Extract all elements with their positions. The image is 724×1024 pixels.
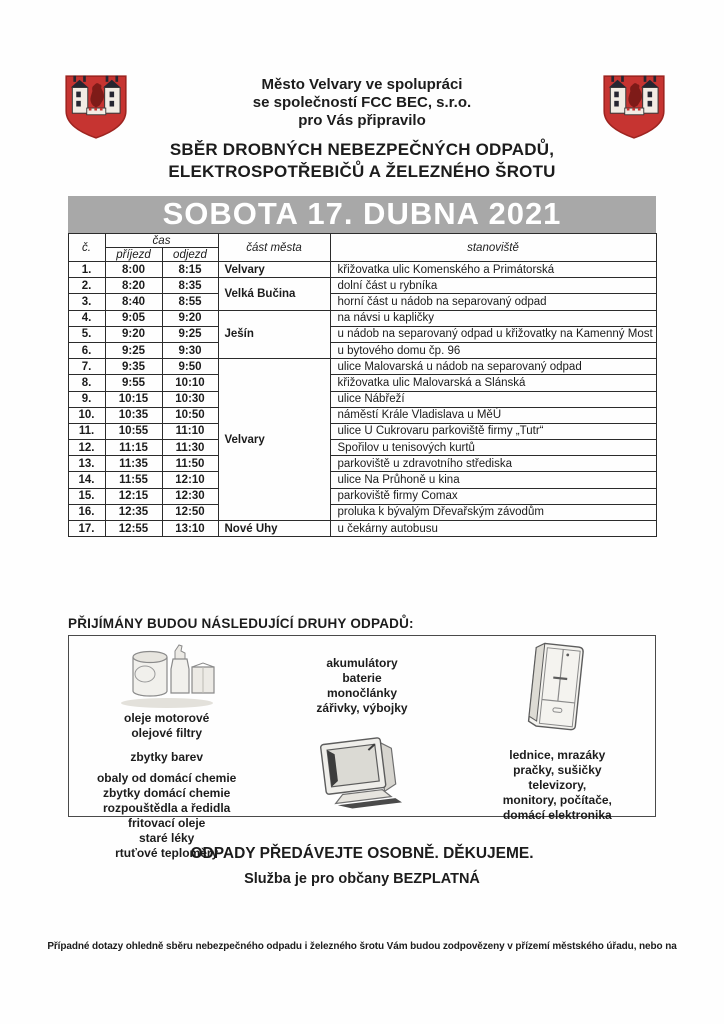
table-row <box>68 375 656 391</box>
depart-time: 9:20 <box>162 310 218 326</box>
arrive-time: 8:40 <box>105 294 162 310</box>
arrive-time: 10:35 <box>105 407 162 423</box>
chemical-containers-icon <box>69 636 264 711</box>
col-header-time: čas <box>105 234 218 248</box>
station-cell: parkoviště firmy Comax <box>330 488 656 504</box>
depart-time: 9:30 <box>162 342 218 358</box>
table-row <box>68 294 656 310</box>
table-row <box>68 278 656 294</box>
waste-item: baterie <box>342 671 382 686</box>
district-cell: Nové Uhy <box>218 521 330 537</box>
row-number: 2. <box>68 278 105 294</box>
station-cell: Spořilov u tenisových kurtů <box>330 440 656 456</box>
waste-item: monitory, počítače, <box>502 793 612 808</box>
row-number: 12. <box>68 440 105 456</box>
col-header-district: část města <box>218 234 330 262</box>
free-service-notice: Služba je pro občany BEZPLATNÁ <box>244 871 480 888</box>
arrive-time: 11:35 <box>105 456 162 472</box>
waste-column-middle <box>264 636 459 816</box>
table-row <box>68 359 656 375</box>
arrive-time: 9:20 <box>105 326 162 342</box>
waste-item: obaly od domácí chemie <box>96 771 237 786</box>
station-cell: náměstí Krále Vladislava u MěÚ <box>330 407 656 423</box>
arrive-time: 9:05 <box>105 310 162 326</box>
row-number: 5. <box>68 326 105 342</box>
arrive-time: 10:15 <box>105 391 162 407</box>
waste-section-heading: PŘIJÍMÁNY BUDOU NÁSLEDUJÍCÍ DRUHY ODPADŮ: <box>68 616 414 632</box>
handover-notice: ODPADY PŘEDÁVEJTE OSOBNĚ. DĚKUJEME. <box>190 845 534 863</box>
district-cell: Ješín <box>218 310 330 359</box>
arrive-time: 9:55 <box>105 375 162 391</box>
table-row <box>68 326 656 342</box>
station-cell: u čekárny autobusu <box>330 521 656 537</box>
waste-item: pračky, sušičky <box>513 763 602 778</box>
depart-time: 12:50 <box>162 504 218 520</box>
depart-time: 9:25 <box>162 326 218 342</box>
table-row <box>68 262 656 278</box>
district-cell: Velvary <box>218 359 330 521</box>
depart-time: 8:15 <box>162 262 218 278</box>
station-cell: ulice U Cukrovaru parkoviště firmy „Tutr“ <box>330 423 656 439</box>
table-row <box>68 472 656 488</box>
depart-time: 10:50 <box>162 407 218 423</box>
arrive-time: 11:15 <box>105 440 162 456</box>
row-number: 1. <box>68 262 105 278</box>
row-number: 7. <box>68 359 105 375</box>
row-number: 15. <box>68 488 105 504</box>
row-number: 4. <box>68 310 105 326</box>
row-number: 9. <box>68 391 105 407</box>
waste-item: staré léky <box>138 831 195 846</box>
table-row <box>68 407 656 423</box>
velvary-coat-of-arms-icon <box>600 70 668 142</box>
table-row <box>68 456 656 472</box>
depart-time: 11:10 <box>162 423 218 439</box>
row-number: 16. <box>68 504 105 520</box>
row-number: 6. <box>68 342 105 358</box>
station-cell: horní část u nádob na separovaný odpad <box>330 294 656 310</box>
col-header-arrive: příjezd <box>105 248 162 262</box>
station-cell: u bytového domu čp. 96 <box>330 342 656 358</box>
district-cell: Velká Bučina <box>218 278 330 310</box>
waste-item: televizory, <box>528 778 587 793</box>
arrive-time: 8:20 <box>105 278 162 294</box>
schedule-table <box>68 233 657 537</box>
arrive-time: 8:00 <box>105 262 162 278</box>
arrive-time: 11:55 <box>105 472 162 488</box>
table-row <box>68 310 656 326</box>
refrigerator-icon <box>460 636 655 740</box>
station-cell: u nádob na separovaný odpad u křižovatky na Kamenný Most <box>330 326 656 342</box>
waste-column-left <box>69 636 264 861</box>
station-cell: na návsi u kapličky <box>330 310 656 326</box>
row-number: 3. <box>68 294 105 310</box>
depart-time: 8:55 <box>162 294 218 310</box>
row-number: 11. <box>68 423 105 439</box>
waste-item: zbytky domácí chemie <box>102 786 231 801</box>
waste-item: rtuťové teploměry <box>115 846 219 861</box>
velvary-coat-of-arms-icon <box>62 70 130 142</box>
waste-item: zářivky, výbojky <box>316 701 408 716</box>
row-number: 8. <box>68 375 105 391</box>
organizer-line: se společností FCC BEC, s.r.o. <box>252 94 472 111</box>
arrive-time: 10:55 <box>105 423 162 439</box>
table-header-row <box>68 234 656 248</box>
station-cell: ulice Malovarská u nádob na separovaný odpad <box>330 359 656 375</box>
depart-time: 10:10 <box>162 375 218 391</box>
depart-time: 11:50 <box>162 456 218 472</box>
table-row <box>68 342 656 358</box>
table-row <box>68 423 656 439</box>
waste-item: akumulátory <box>326 656 398 671</box>
row-number: 13. <box>68 456 105 472</box>
waste-item: rozpouštědla a ředidla <box>102 801 231 816</box>
depart-time: 10:30 <box>162 391 218 407</box>
station-cell: dolní část u rybníka <box>330 278 656 294</box>
crt-monitor-icon <box>264 734 459 810</box>
waste-item: domácí elektronika <box>502 808 612 823</box>
table-row <box>68 488 656 504</box>
depart-time: 8:35 <box>162 278 218 294</box>
station-cell: ulice Nábřeží <box>330 391 656 407</box>
station-cell: parkoviště u zdravotního střediska <box>330 456 656 472</box>
station-cell: křižovatka ulic Malovarská a Slánská <box>330 375 656 391</box>
table-row <box>68 391 656 407</box>
col-header-station: stanoviště <box>330 234 656 262</box>
arrive-time: 9:25 <box>105 342 162 358</box>
waste-item: monočlánky <box>326 686 397 701</box>
page-title-line: ELEKTROSPOTŘEBIČŮ A ŽELEZNÉHO ŠROTU <box>168 162 556 181</box>
arrive-time: 9:35 <box>105 359 162 375</box>
contact-small-print: Případné dotazy ohledně sběru nebezpečného odpadu i železného šrotu Vám budou zodpovězeny v přízemí městského úřadu, nebo na <box>47 941 677 952</box>
station-cell: křižovatka ulic Komenského a Primátorská <box>330 262 656 278</box>
col-header-number: č. <box>68 234 105 262</box>
depart-time: 9:50 <box>162 359 218 375</box>
arrive-time: 12:55 <box>105 521 162 537</box>
table-row <box>68 521 656 537</box>
row-number: 14. <box>68 472 105 488</box>
depart-time: 13:10 <box>162 521 218 537</box>
depart-time: 12:30 <box>162 488 218 504</box>
page-title <box>0 139 724 183</box>
row-number: 10. <box>68 407 105 423</box>
arrive-time: 12:35 <box>105 504 162 520</box>
waste-item: fritovací oleje <box>127 816 206 831</box>
district-cell: Velvary <box>218 262 330 278</box>
date-banner: SOBOTA 17. DUBNA 2021 <box>68 196 656 233</box>
waste-item: olejové filtry <box>131 726 202 741</box>
station-cell: ulice Na Průhoně u kina <box>330 472 656 488</box>
depart-time: 12:10 <box>162 472 218 488</box>
station-cell: proluka k bývalým Dřevařským závodům <box>330 504 656 520</box>
table-row <box>68 504 656 520</box>
organizer-line: pro Vás připravilo <box>298 112 426 129</box>
page-title-line: SBĚR DROBNÝCH NEBEZPEČNÝCH ODPADŮ, <box>169 140 555 159</box>
waste-item: lednice, mrazáky <box>509 748 606 763</box>
depart-time: 11:30 <box>162 440 218 456</box>
table-row <box>68 440 656 456</box>
row-number: 17. <box>68 521 105 537</box>
waste-item: zbytky barev <box>130 750 204 765</box>
col-header-depart: odjezd <box>162 248 218 262</box>
waste-item: oleje motorové <box>123 711 210 726</box>
arrive-time: 12:15 <box>105 488 162 504</box>
organizer-line: Město Velvary ve spolupráci <box>261 76 463 93</box>
waste-column-right <box>460 636 655 823</box>
